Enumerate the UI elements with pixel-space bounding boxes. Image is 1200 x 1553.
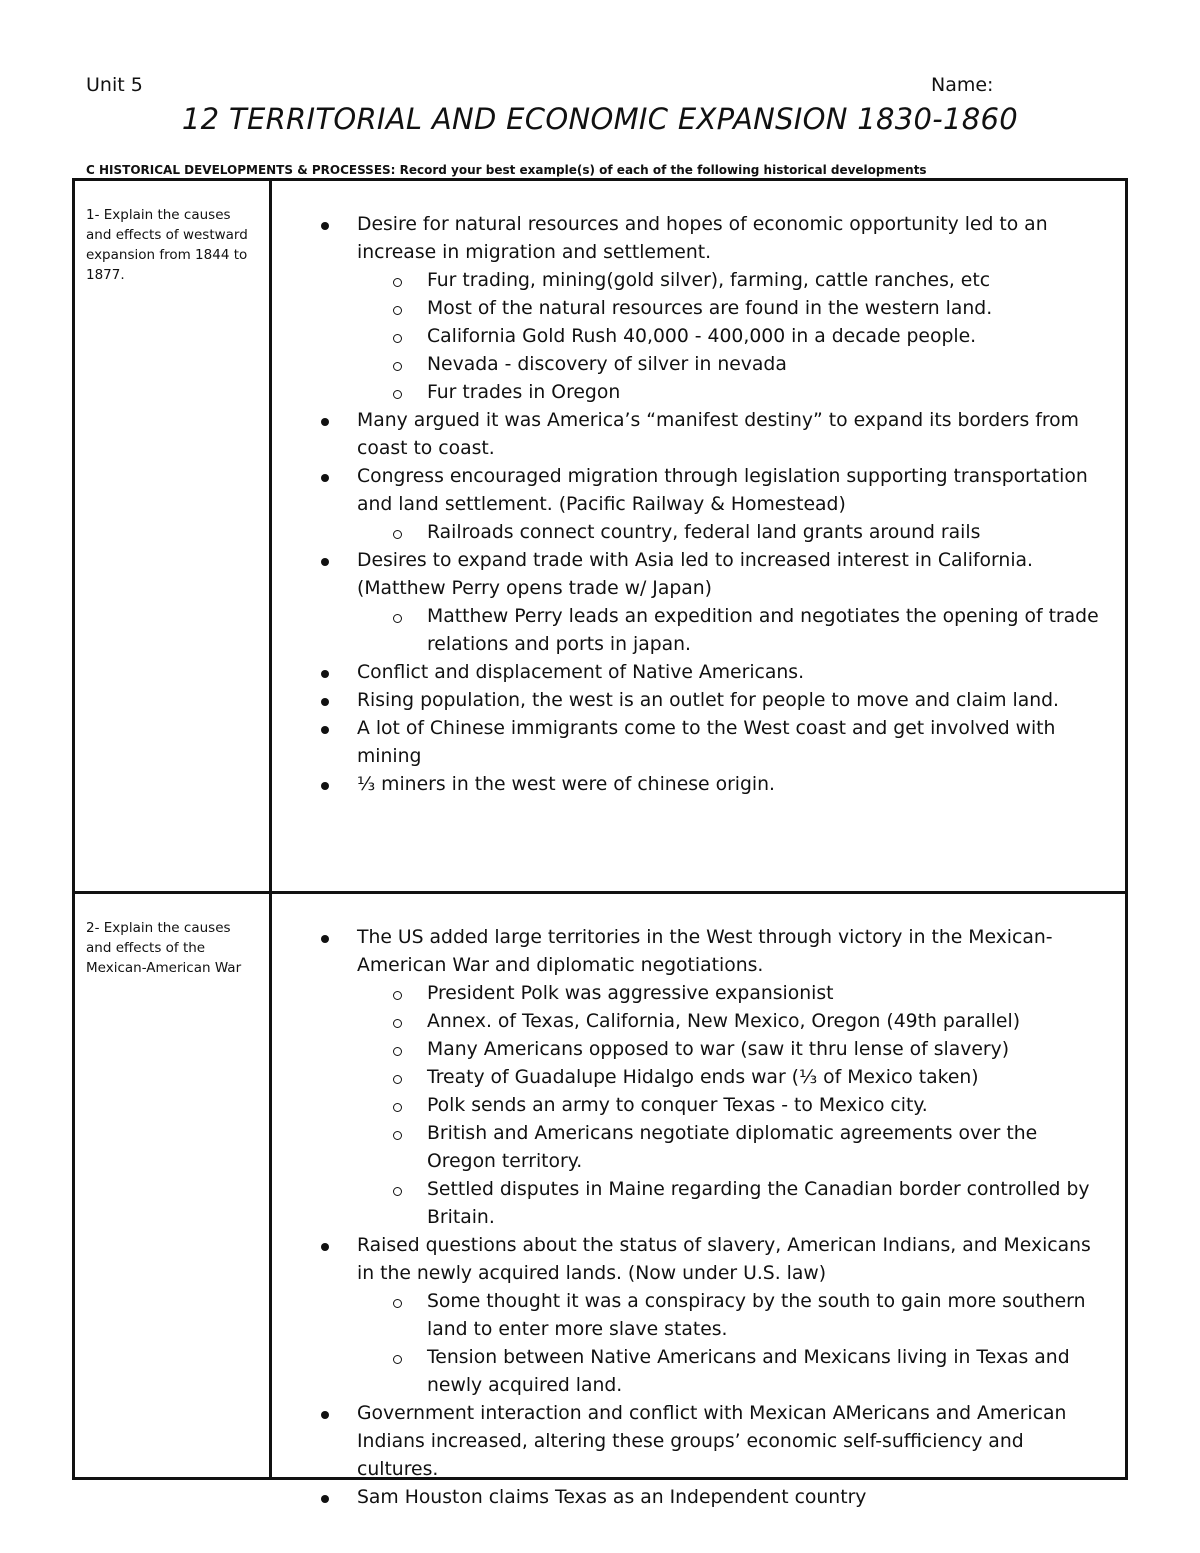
bullet-text: Government interaction and conflict with Mexican AMericans and American Indians increased, altering these groups’ economic self-sufficiency and cultures. xyxy=(357,1403,1067,1480)
bullet-text: Raised questions about the status of slavery, American Indians, and Mexicans in the newly acquired lands. (Now under U.S. law) xyxy=(357,1235,1091,1284)
sub-bullet-item: California Gold Rush 40,000 - 400,000 in a decade people. xyxy=(321,323,1109,351)
sub-list xyxy=(321,267,1109,407)
bullet-item xyxy=(321,1484,1109,1512)
page-title: 12 TERRITORIAL AND ECONOMIC EXPANSION 1830-1860 xyxy=(181,102,1019,136)
answer-cell xyxy=(275,894,1125,1508)
bullet-text: The US added large territories in the West through victory in the Mexican-American War and diplomatic negotiations. xyxy=(357,927,1053,976)
instructions: C HISTORICAL DEVELOPMENTS & PROCESSES: Record your best example(s) of each of the following historical developments xyxy=(86,163,927,177)
answer-cell xyxy=(275,181,1125,891)
bullet-item xyxy=(321,715,1109,771)
bullet-item xyxy=(321,771,1109,799)
sub-bullet-item: Annex. of Texas, California, New Mexico, Oregon (49th parallel) xyxy=(321,1008,1109,1036)
unit-label: Unit 5 xyxy=(86,74,143,96)
bullet-item xyxy=(321,547,1109,659)
bullet-text: Sam Houston claims Texas as an Independent country xyxy=(357,1487,867,1508)
sub-bullet-item: Most of the natural resources are found in the western land. xyxy=(321,295,1109,323)
sub-bullet-item: Some thought it was a conspiracy by the south to gain more southern land to enter more slave states. xyxy=(321,1288,1109,1344)
answer-list xyxy=(321,211,1109,799)
bullet-text: Rising population, the west is an outlet for people to move and claim land. xyxy=(357,690,1060,711)
bullet-text: Desires to expand trade with Asia led to increased interest in California. (Matthew Perry opens trade w/ Japan) xyxy=(357,550,1034,599)
sub-list xyxy=(321,1288,1109,1400)
bullet-text: A lot of Chinese immigrants come to the West coast and get involved with mining xyxy=(357,718,1056,767)
answer-list xyxy=(321,924,1109,1512)
sub-bullet-item: Matthew Perry leads an expedition and negotiates the opening of trade relations and ports in japan. xyxy=(321,603,1109,659)
worksheet-table xyxy=(72,178,1128,1508)
bullet-item xyxy=(321,924,1109,1232)
name-label: Name: xyxy=(931,74,994,96)
table-row xyxy=(75,181,1125,894)
bullet-item xyxy=(321,659,1109,687)
sub-list xyxy=(321,980,1109,1232)
prompt-cell: 2- Explain the causes and effects of the Mexican-American War xyxy=(75,894,272,1477)
bullet-item xyxy=(321,211,1109,407)
bullet-item xyxy=(321,1232,1109,1400)
table-row xyxy=(75,894,1125,1508)
sub-bullet-item: Tension between Native Americans and Mexicans living in Texas and newly acquired land. xyxy=(321,1344,1109,1400)
sub-bullet-item: Many Americans opposed to war (saw it thru lense of slavery) xyxy=(321,1036,1109,1064)
sub-list xyxy=(321,603,1109,659)
sub-bullet-item: Railroads connect country, federal land grants around rails xyxy=(321,519,1109,547)
bullet-text: Congress encouraged migration through legislation supporting transportation and land settlement. (Pacific Railway & Homestead) xyxy=(357,466,1088,515)
bullet-item xyxy=(321,407,1109,463)
bullet-text: Many argued it was America’s “manifest destiny” to expand its borders from coast to coast. xyxy=(357,410,1079,459)
bullet-text: Conflict and displacement of Native Americans. xyxy=(357,662,805,683)
prompt-cell: 1- Explain the causes and effects of westward expansion from 1844 to 1877. xyxy=(75,181,272,891)
bullet-item xyxy=(321,687,1109,715)
sub-list xyxy=(321,519,1109,547)
sub-bullet-item: Fur trades in Oregon xyxy=(321,379,1109,407)
sub-bullet-item: President Polk was aggressive expansionist xyxy=(321,980,1109,1008)
sub-bullet-item: Treaty of Guadalupe Hidalgo ends war (⅓ of Mexico taken) xyxy=(321,1064,1109,1092)
bullet-text: ⅓ miners in the west were of chinese origin. xyxy=(357,774,776,795)
bullet-text: Desire for natural resources and hopes of economic opportunity led to an increase in migration and settlement. xyxy=(357,214,1048,263)
sub-bullet-item: Settled disputes in Maine regarding the Canadian border controlled by Britain. xyxy=(321,1176,1109,1232)
sub-bullet-item: British and Americans negotiate diplomatic agreements over the Oregon territory. xyxy=(321,1120,1109,1176)
sub-bullet-item: Polk sends an army to conquer Texas - to Mexico city. xyxy=(321,1092,1109,1120)
bullet-item xyxy=(321,1400,1109,1484)
sub-bullet-item: Fur trading, mining(gold silver), farming, cattle ranches, etc xyxy=(321,267,1109,295)
sub-bullet-item: Nevada - discovery of silver in nevada xyxy=(321,351,1109,379)
bullet-item xyxy=(321,463,1109,547)
